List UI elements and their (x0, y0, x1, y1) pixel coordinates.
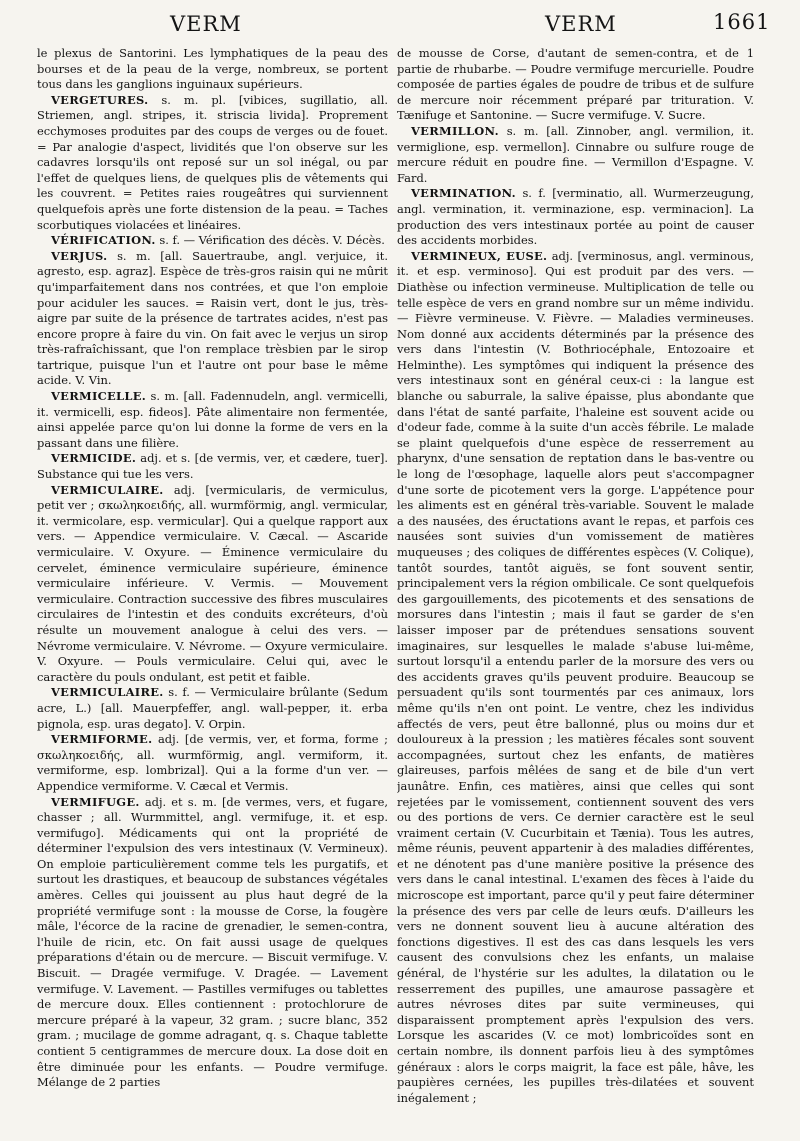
entry-headword: VERMICELLE . (51, 389, 146, 403)
entry-definition: de mousse de Corse, d'autant de semen-contra, et de 1 partie de rhubarbe. — Poudre vermifuge mercurielle. Poudre composée de parties égales de poudre de tribus et de sulfure de mercure noir récemment préparé par trituration. V. Tænifuge et Santonine. — Sucre vermifuge. V. Sucre. (397, 46, 754, 123)
dictionary-entry (37, 46, 388, 93)
dictionary-entry (37, 483, 388, 686)
entry-headword: VERMILLON . (411, 124, 499, 138)
entry-definition: adj. [verminosus, angl. verminous, it. et esp. verminoso]. Qui est produit par des vers. — Diathèse ou infection vermineuse. Multiplication de telle ou telle espèce de vers en grand nombre sur un même individu. — Fièvre vermineuse. V. Fièvre. — Maladies vermineuses. Nom donné aux accidents déterminés par la présence des vers dans l'intestin (V. Bothriocéphale, Entozoaire et Helminthe). Les symptômes qui indiquent la présence des vers intestinaux sont en général ceux-ci : la langue est blanche ou saburrale, la salive épaisse, plus abondante que dans l'état de santé parfaite, l'haleine est souvent acide ou d'odeur fade, comme à la suite d'un accès fébrile. Le malade se plaint quelquefois d'une espèce de resserrement au pharynx, d'une sensation de reptation dans le bas-ventre ou le long de l'œsophage, laquelle alors peut s'accompagner d'une sorte de picotement vers la gorge. L'appétence pour les aliments est en général très-variable. Souvent le malade a des nausées, des éructations avant le repas, et parfois ces nausées sont suivies d'un vomissement de matières muqueuses ; des coliques de différentes espèces (V. Colique), tantôt sourdes, tantôt aiguës, se font souvent sentir, principalement vers la région ombilicale. Ce sont quelquefois des gargouillements, des picotements et des sensations de morsures dans l'intestin ; mais il faut se garder de s'en laisser imposer par de prétendues sensations souvent imaginaires, sur lesquelles le malade s'abuse lui-même, surtout lorsqu'il a entendu parler de la morsure des vers ou des accidents graves qu'ils peuvent produire. Beaucoup se persuadent qu'ils sont tourmentés par ces animaux, lors même qu'ils n'en ont point. Le ventre, chez les individus affectés de vers, peut être ballonné, plus ou moins dur et douloureux à la pression ; les matières fécales sont souvent accompagnées, surtout chez les enfants, de matières glaireuses, parfois mêlées de sang et de bile d'un vert jaunâtre. Enfin, ces matières, ainsi que celles qui sont rejetées par le vomissement, contiennent souvent des vers ou des portions de vers. Ce dernier caractère est le seul vraiment certain (V. Cucurbitain et Tænia). Tous les autres, même réunis, peuvent appartenir à des maladies différentes, et ne dénotent pas d'une manière positive la présence des vers dans le canal intestinal. L'examen des fèces à l'aide du microscope est important, parce qu'il y peut faire déterminer la présence des vers par celle de leurs œufs. D'ailleurs les vers ne donnent souvent lieu à aucune altération des fonctions digestives. Il est des cas dans lesquels les vers causent des convulsions chez les enfants, un malaise général, de l'hystérie sur les adultes, la dilatation ou le resserrement des pupilles, une amaurose passagère et autres névroses dites par suite vermineuses, qui disparaissent promptement après l'expulsion des vers. Lorsque les ascarides (V. ce mot) lombricoïdes sont en certain nombre, ils donnent parfois lieu à des symptômes généraux : alors le corps maigrit, la face est pâle, hâve, les paupières cernées, les pupilles très-dilatées et souvent inégalement ; (397, 248, 754, 1105)
dictionary-entry (397, 124, 754, 186)
entry-headword: VÉRIFICATION . (51, 233, 156, 247)
right-column (397, 46, 754, 1138)
entry-headword: VERMINATION . (411, 186, 516, 200)
header-left-title: VERM (170, 12, 242, 36)
entry-headword: VERMICULAIRE . (51, 483, 164, 497)
page-number: 1661 (713, 10, 771, 34)
entry-headword: VERMINEUX, EUSE . (411, 249, 547, 263)
entry-definition: s. f. — Vermiculaire brûlante (Sedum acre, L.) [all. Mauerpfeffer, angl. wall-pepper, it. erba pignola, esp. uras degato]. V. Orpin. (37, 685, 388, 731)
dictionary-entry (37, 389, 388, 451)
dictionary-entry (37, 795, 388, 1091)
dictionary-entry (37, 685, 388, 732)
left-column (37, 46, 388, 1138)
dictionary-entry (397, 249, 754, 1107)
dictionary-entry (397, 186, 754, 248)
entry-definition: s. m. pl. [vibices, sugillatio, all. Striemen, angl. stripes, it. striscia livida]. Proprement ecchymoses produites par des coups de verges ou de fouet. = Par analogie d'aspect, lividités que l'on observe sur les cadavres lorsqu'ils ont reposé sur un sol inégal, ou par l'effet de quelques liens, de quelques plis de vêtements qui les couvrent. = Petites raies rougeâtres qui surviennent quelquefois après une forte distension de la peau. = Taches scorbutiques violacées et linéaires. (37, 92, 388, 232)
dictionary-entry (37, 233, 388, 249)
entry-definition: adj. et s. m. [de vermes, vers, et fugare, chasser ; all. Wurmmittel, angl. vermifuge, it. et esp. vermifugo]. Médicaments qui ont la propriété de déterminer l'expulsion des vers intestinaux (V. Vermineux). On emploie particulièrement comme tels les purgatifs, et surtout les drastiques, et beaucoup de substances végétales amères. Celles qui jouissent au plus haut degré de la propriété vermifuge sont : la mousse de Corse, la fougère mâle, l'écorce de la racine de grenadier, le semen-contra, l'huile de ricin, etc. On fait aussi usage de quelques préparations d'étain ou de mercure. — Biscuit vermifuge. V. Biscuit. — Dragée vermifuge. V. Dragée. — Lavement vermifuge. V. Lavement. — Pastilles vermifuges ou tablettes de mercure doux. Elles contiennent : protochlorure de mercure préparé à la vapeur, 32 gram. ; sucre blanc, 352 gram. ; mucilage de gomme adragant, q. s. Chaque tablette contient 5 centigrammes de mercure doux. La dose doit en être diminuée pour les enfants. — Poudre vermifuge. Mélange de 2 parties (37, 794, 388, 1090)
text-columns (0, 46, 800, 1141)
dictionary-entry (397, 46, 754, 124)
header-right-title: VERM (545, 12, 617, 36)
dictionary-entry (37, 93, 388, 233)
dictionary-entry (37, 249, 388, 389)
entry-definition: le plexus de Santorini. Les lymphatiques de la peau des bourses et de la peau de la verge, nombreux, se portent tous dans les ganglions inguinaux supérieurs. (37, 46, 388, 92)
entry-definition: adj. [vermicularis, de vermiculus, petit ver ; σκωληκοειδής, all. wurmförmig, angl. vermicular, it. vermicolare, esp. vermicular]. Qui a quelque rapport aux vers. — Appendice vermiculaire. V. Cæcal. — Ascaride vermiculaire. V. Oxyure. — Éminence vermiculaire du cervelet, éminence vermiculaire supérieure, éminence vermiculaire inférieure. V. Vermis. — Mouvement vermiculaire. Contraction successive des fibres musculaires circulaires de l'intestin et des conduits excréteurs, d'où résulte un mouvement analogue à celui des vers. — Névrome vermiculaire. V. Névrome. — Oxyure vermiculaire. V. Oxyure. — Pouls vermiculaire. Celui qui, avec le caractère du pouls ondulant, est petit et faible. (37, 482, 388, 684)
entry-headword: VERMIFUGE . (51, 795, 140, 809)
running-header (0, 2, 800, 46)
entry-headword: VERJUS . (51, 249, 107, 263)
entry-headword: VERMICULAIRE . (51, 685, 164, 699)
dictionary-entry (37, 732, 388, 794)
entry-headword: VERMICIDE . (51, 451, 136, 465)
entry-headword: VERGETURES . (51, 93, 148, 107)
entry-definition: adj. [de vermis, ver, et forma, forme ; σκωληκοειδής, all. wurmförmig, angl. vermiform, it. vermiforme, esp. lombrizal]. Qui a la forme d'un ver. — Appendice vermiforme. V. Cæcal et Vermis. (37, 732, 388, 793)
entry-definition: s. f. — Vérification des décès. V. Décès. (159, 233, 385, 248)
entry-definition: s. f. [verminatio, all. Wurmerzeugung, angl. vermination, it. verminazione, esp. verminacion]. La production des vers intestinaux portée au point de causer des accidents morbides. (397, 186, 754, 248)
entry-definition: s. m. [all. Sauertraube, angl. verjuice, it. agresto, esp. agraz]. Espèce de très-gros raisin qui ne mûrit qu'imparfaitement dans nos contrées, et que l'on emploie pour aciduler les sauces. = Raisin vert, dont le jus, très-aigre par suite de la présence de tartrates acides, n'est pas encore propre à faire du vin. On fait avec le verjus un sirop très-rafraîchissant, que l'on remplace trèsbien par le sirop tartrique, puisque l'un et l'autre ont pour base le même acide. V. Vin. (37, 248, 388, 388)
entry-definition: s. m. [all. Zinnober, angl. vermilion, it. vermiglione, esp. vermellon]. Cinnabre ou sulfure rouge de mercure réduit en poudre fine. — Vermillon d'Espagne. V. Fard. (397, 123, 754, 185)
entry-definition: s. m. [all. Fadennudeln, angl. vermicelli, it. vermicelli, esp. fideos]. Pâte alimentaire non fermentée, ainsi appelée parce qu'on lui donne la forme de vers en la passant dans une filière. (37, 389, 388, 450)
entry-headword: VERMIFORME . (51, 732, 152, 746)
dictionary-entry (37, 451, 388, 482)
entry-definition: adj. et s. [de vermis, ver, et cædere, tuer]. Substance qui tue les vers. (37, 451, 388, 482)
